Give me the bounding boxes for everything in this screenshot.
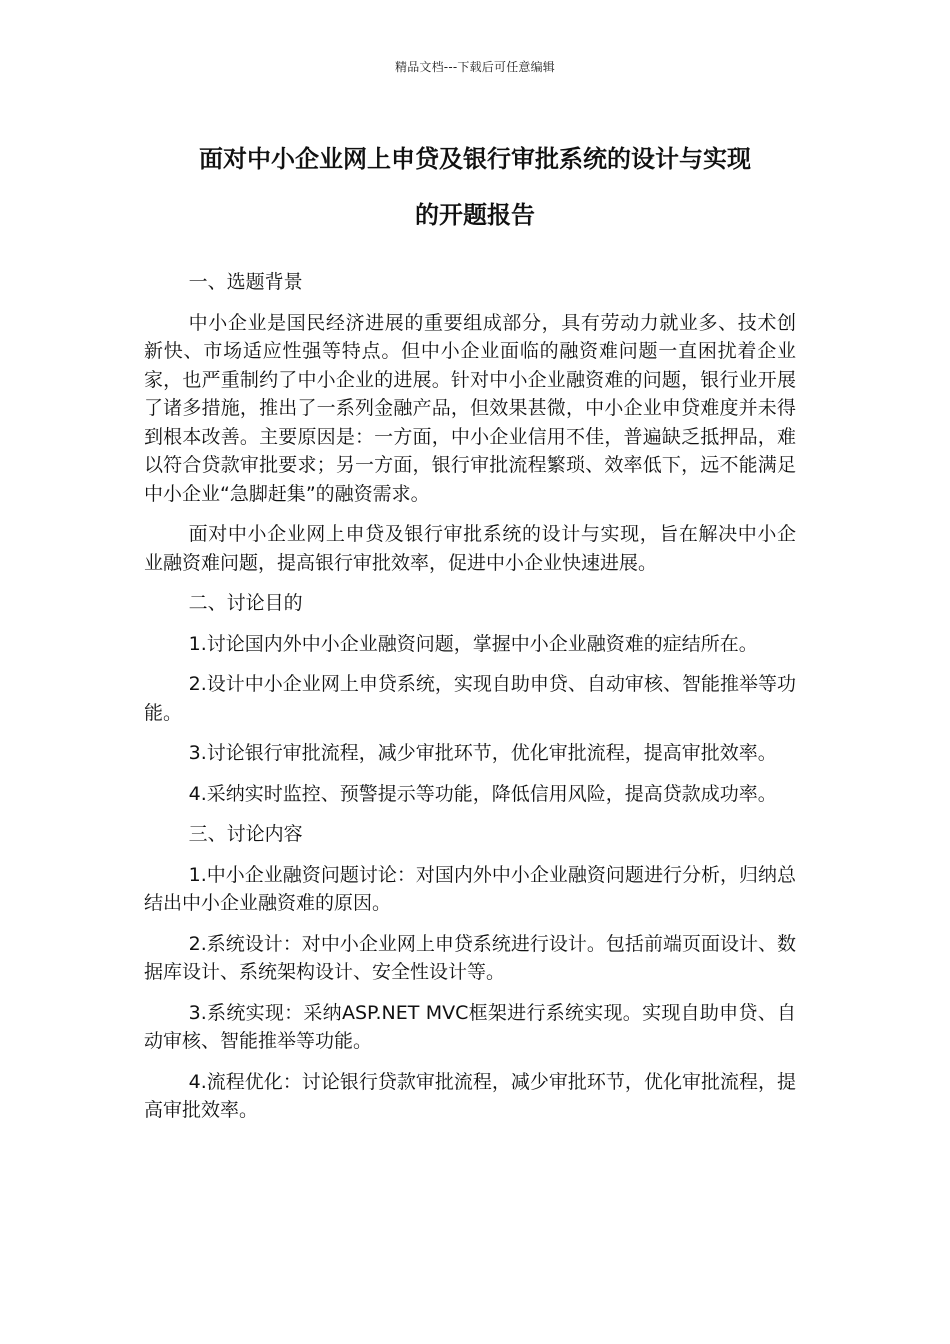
- list-item: 2.系统设计：对中小企业网上申贷系统进行设计。包括前端页面设计、数据库设计、系统架构设计、安全性设计等。: [144, 932, 796, 983]
- list-item: 3.讨论银行审批流程，减少审批环节，优化审批流程，提高审批效率。: [188, 742, 777, 764]
- section-heading: 三、讨论内容: [188, 823, 303, 845]
- paragraph: 面对中小企业网上申贷及银行审批系统的设计与实现，旨在解决中小企业融资难问题，提高银行审批效率，促进中小企业快速进展。: [144, 523, 796, 574]
- paragraph: 中小企业是国民经济进展的重要组成部分，具有劳动力就业多、技术创新快、市场适应性强等特点。但中小企业面临的融资难问题一直困扰着企业家，也严重制约了中小企业的进展。针对中小企业融资难的问题，银行业开展了诸多措施，推出了一系列金融产品，但效果甚微，中小企业申贷难度并未得到根本改善。主要原因是：一方面，中小企业信用不佳，普遍缺乏抵押品，难以符合贷款审批要求；另一方面，银行审批流程繁琐、效率低下，远不能满足中小企业“急脚赶集”的融资需求。: [144, 311, 796, 505]
- section-heading: 一、选题背景: [188, 271, 303, 293]
- list-item: 1.讨论国内外中小企业融资问题，掌握中小企业融资难的症结所在。: [188, 632, 758, 655]
- list-item: 4.采纳实时监控、预警提示等功能，降低信用风险，提高贷款成功率。: [188, 782, 777, 805]
- header-note: 精品文档---下载后可任意编辑: [395, 60, 555, 74]
- list-item: 4.流程优化：讨论银行贷款审批流程，减少审批环节，优化审批流程，提高审批效率。: [144, 1070, 796, 1121]
- list-item: 3.系统实现：采纳ASP.NET MVC框架进行系统实现。实现自助申贷、自动审核、智能推举等功能。: [144, 1001, 796, 1052]
- title-line-2: 的开题报告: [415, 201, 535, 229]
- document-title: [140, 131, 810, 243]
- list-item: 1.中小企业融资问题讨论：对国内外中小企业融资问题进行分析，归纳总结出中小企业融资难的原因。: [144, 863, 796, 914]
- section-heading: 二、讨论目的: [188, 592, 303, 614]
- document-body: [144, 268, 796, 1137]
- title-line-1: 面对中小企业网上申贷及银行审批系统的设计与实现: [199, 145, 751, 173]
- list-item: 2.设计中小企业网上申贷系统，实现自助申贷、自动审核、智能推举等功能。: [144, 673, 796, 724]
